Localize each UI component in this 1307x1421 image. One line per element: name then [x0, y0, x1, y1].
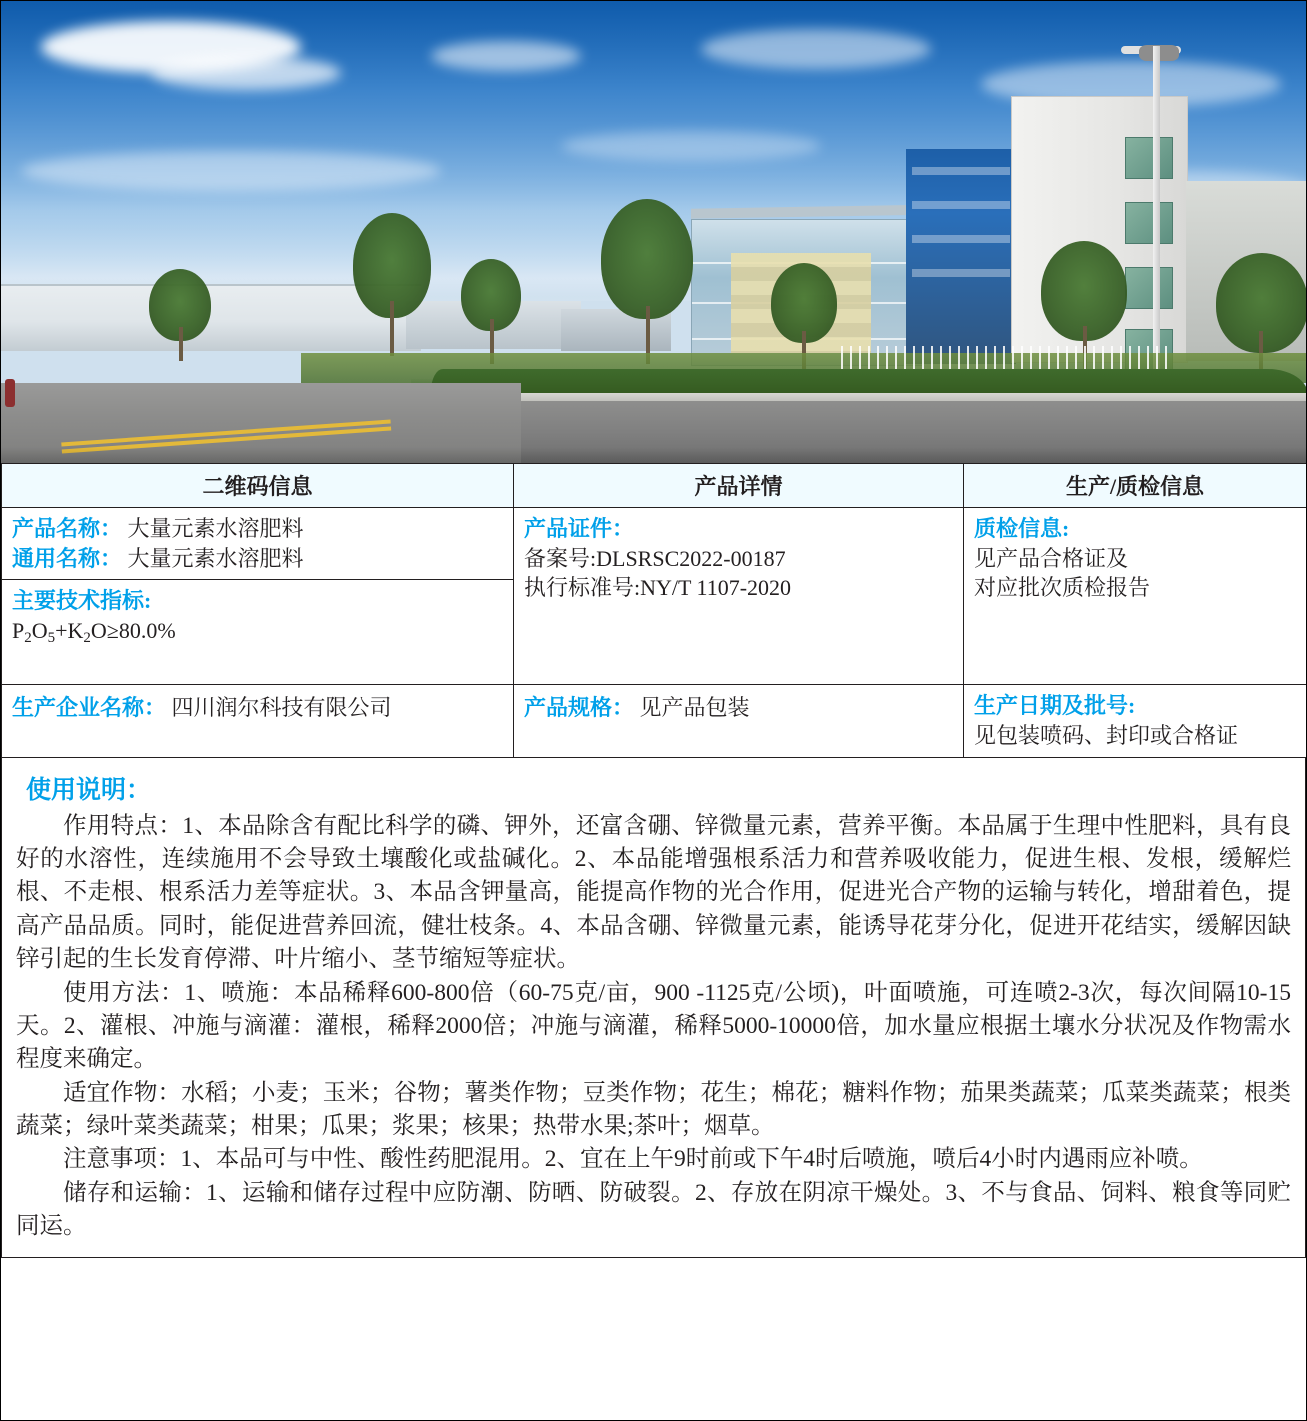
spec-label: 产品规格： — [524, 695, 635, 721]
cloud — [151, 56, 341, 90]
usage-paragraph-method: 使用方法：1、喷施：本品稀释600-800倍（60-75克/亩，900 -1125克/公顷)，叶面喷施，可连喷2-3次，每次间隔10-15天。2、灌根、冲施与滴灌：灌根，稀释2000倍；冲施与滴灌，稀释5000-10000倍，加水量应根据土壤水分状况及作物需水程度来确定。 — [16, 979, 1291, 1073]
pedestrian — [5, 379, 15, 407]
tree-trunk — [179, 327, 183, 361]
cell-product-names — [2, 508, 514, 580]
generic-name-label: 通用名称： — [12, 545, 123, 571]
cell-product-certificate — [514, 508, 964, 685]
tree — [601, 199, 693, 319]
table-row — [2, 508, 1307, 580]
cloud — [431, 41, 581, 71]
certificate-standard-no: 执行标准号:NY/T 1107-2020 — [524, 575, 792, 601]
certificate-label: 产品证件： — [524, 516, 635, 541]
enterprise-value: 四川润尔科技有限公司 — [171, 695, 392, 721]
spec-value: 见产品包装 — [639, 695, 750, 721]
cell-tech-index — [2, 580, 514, 685]
certificate-record-no: 备案号:DLSRSC2022-00187 — [524, 545, 786, 571]
cloud — [701, 29, 931, 69]
usage-paragraph-storage: 储存和运输：1、运输和储存过程中应防潮、防晒、防破裂。2、存放在阴凉干燥处。3、不与食品、饲料、粮食等同贮同运。 — [16, 1179, 1291, 1240]
production-date-label: 生产日期及批号: — [974, 693, 1136, 719]
product-name-value: 大量元素水溶肥料 — [127, 516, 304, 541]
header-product-detail: 产品详情 — [514, 464, 964, 508]
production-date-value: 见包装喷码、封印或合格证 — [974, 723, 1239, 749]
enterprise-label: 生产企业名称： — [12, 695, 167, 721]
cloud — [561, 131, 821, 161]
tech-index-label: 主要技术指标: — [12, 588, 152, 614]
tree-trunk — [390, 301, 394, 356]
cell-qc-info — [964, 508, 1307, 685]
table-header-row — [2, 464, 1307, 508]
qc-label: 质检信息: — [974, 516, 1070, 541]
table-row — [2, 685, 1307, 757]
usage-paragraph-notes: 注意事项：1、本品可与中性、酸性药肥混用。2、宜在上午9时前或下午4时后喷施，喷后4小时内遇雨应补喷。 — [63, 1146, 1203, 1173]
usage-paragraph-features: 作用特点：1、本品除含有配比科学的磷、钾外，还富含硼、锌微量元素，营养平衡。本品属于生理中性肥料，具有良好的水溶性，连续施用不会导致土壤酸化或盐碱化。2、本品能增强根系活力和营养吸收能力，促进生根、发根，缓解烂根、不走根、根系活力差等症状。3、本品含钾量高，能提高作物的光合作用，促进光合产物的运输与转化，增甜着色，提高产品品质。同时，能促进营养回流，健壮枝条。4、本品含硼、锌微量元素，能诱导花芽分化，促进开花结实，缓解因缺锌引起的生长发育停滞、叶片缩小、茎节缩短等症状。 — [16, 812, 1291, 973]
blue-tower — [906, 149, 1016, 364]
product-info-table — [1, 463, 1307, 758]
usage-instructions-section — [1, 758, 1306, 1259]
usage-title: 使用说明： — [26, 776, 152, 804]
usage-paragraph-crops: 适宜作物：水稻；小麦；玉米；谷物；薯类作物；豆类作物；花生；棉花；糖料作物；茄果类蔬菜；瓜菜类蔬菜；根类蔬菜；绿叶菜类蔬菜；柑果；瓜果；浆果；核果；热带水果;茶叶；烟草。 — [16, 1079, 1291, 1139]
photo-bottom-shade — [1, 447, 1306, 463]
product-name-label: 产品名称： — [12, 516, 123, 541]
header-qr-info: 二维码信息 — [2, 464, 514, 508]
factory-photo — [1, 1, 1306, 463]
qc-line-2: 对应批次质检报告 — [974, 575, 1151, 601]
tech-index-value: $P_2O_5+K_2O\ge 80.0\%$ — [12, 618, 176, 647]
cell-spec — [514, 685, 964, 757]
header-qc-info: 生产/质检信息 — [964, 464, 1307, 508]
cell-enterprise — [2, 685, 514, 757]
cloud — [21, 151, 441, 191]
generic-name-value: 大量元素水溶肥料 — [127, 545, 304, 571]
cell-production-date — [964, 685, 1307, 757]
qc-line-1: 见产品合格证及 — [974, 545, 1129, 571]
